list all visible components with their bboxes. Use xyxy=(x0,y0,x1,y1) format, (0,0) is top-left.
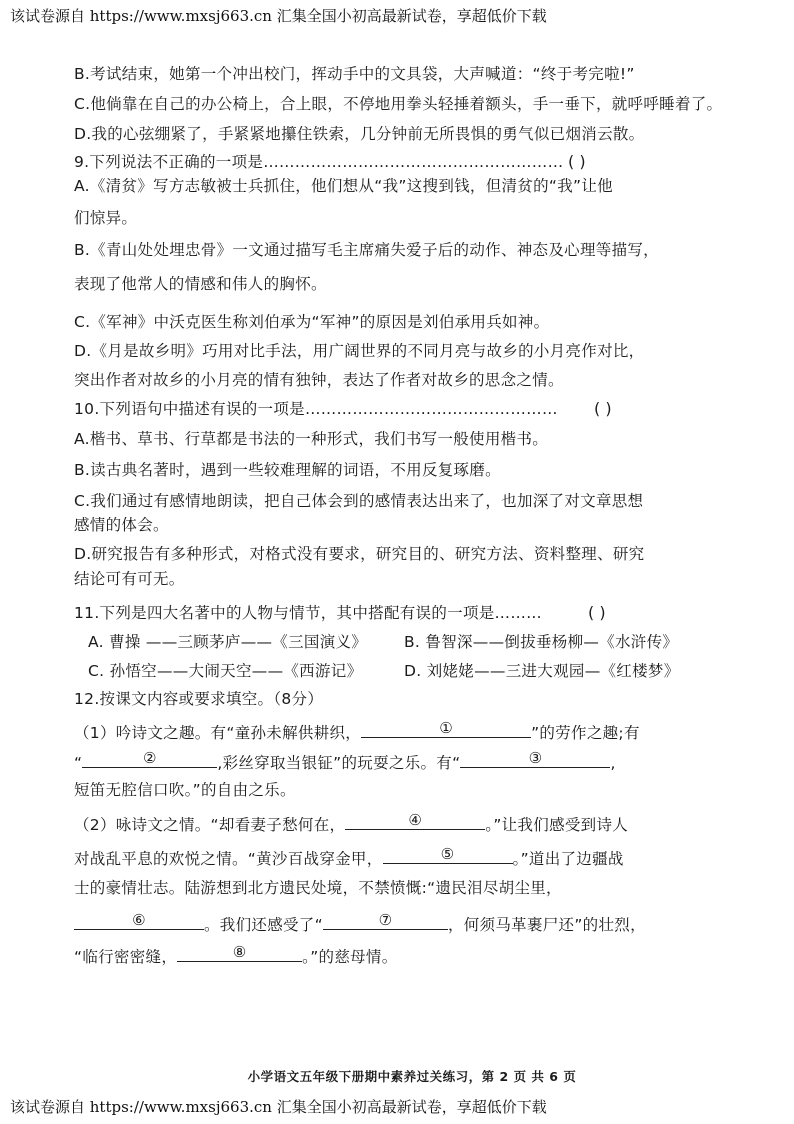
fill-blank-5[interactable] xyxy=(383,845,513,864)
q9-answer-paren: ( ) xyxy=(568,152,586,171)
q12-part2-text-f: 。我们还感受了“ xyxy=(204,916,323,934)
q10-stem: 10.下列语句中描述有误的一项是………………………………………… xyxy=(74,400,558,418)
q11-option-b: B. 鲁智深——倒拔垂杨柳—《水浒传》 xyxy=(404,633,679,651)
watermark-bottom: 该试卷源自 https://www.mxsj663.cn 汇集全国小初高最新试卷，享超低价下载 xyxy=(10,1098,547,1116)
q10-answer-paren: ( ) xyxy=(594,399,612,418)
blank-marker-8: ⑧ xyxy=(232,943,247,961)
q10-option-d-line2: 结论可有可无。 xyxy=(74,570,185,588)
q8-option-d: D.我的心弦绷紧了，手紧紧地攥住铁索，几分钟前无所畏惧的勇气似已烟消云散。 xyxy=(74,125,645,143)
q12-part2-line4 xyxy=(74,911,734,936)
q9-option-c: C.《军神》中沃克医生称刘伯承为“军神”的原因是刘伯承用兵如神。 xyxy=(74,313,550,331)
blank-marker-6: ⑥ xyxy=(132,911,146,929)
q9-option-d-line2: 突出作者对故乡的小月亮的情有独钟，表达了作者对故乡的思念之情。 xyxy=(74,371,564,389)
q9-option-a-line2: 们惊异。 xyxy=(74,209,138,227)
blank-marker-5: ⑤ xyxy=(440,845,455,863)
watermark-top: 该试卷源自 https://www.mxsj663.cn 汇集全国小初高最新试卷，享超低价下载 xyxy=(10,7,547,25)
fill-blank-2[interactable] xyxy=(82,749,217,768)
q12-part2-text-i: 。”的慈母情。 xyxy=(302,948,398,966)
q12-stem: 12.按课文内容或要求填空。（8分） xyxy=(74,690,324,708)
q12-part1-line3: 短笛无腔信口吹。”的自由之乐。 xyxy=(74,781,296,799)
q12-part1-text-d: ,彩丝穿取当银钲”的玩耍之乐。有“ xyxy=(217,754,461,772)
fill-blank-4[interactable] xyxy=(345,811,485,830)
fill-blank-7[interactable] xyxy=(323,911,448,930)
q11-answer-paren: ( ) xyxy=(588,603,606,622)
q12-part1-text-e: , xyxy=(610,754,616,772)
fill-blank-1[interactable] xyxy=(361,719,531,738)
q12-part1-line2 xyxy=(74,749,734,774)
q12-part2-line1 xyxy=(74,811,734,836)
fill-blank-8[interactable] xyxy=(177,943,302,962)
q9-option-d-line1: D.《月是故乡明》巧用对比手法，用广阔世界的不同月亮与故乡的小月亮作对比， xyxy=(74,342,645,360)
q10-option-d-line1: D.研究报告有多种形式，对格式没有要求，研究目的、研究方法、资料整理、研究 xyxy=(74,545,645,563)
q11-option-a: A. 曹操 ——三顾茅庐——《三国演义》 xyxy=(88,633,368,651)
q12-part2-text-c: 对战乱平息的欢悦之情。“黄沙百战穿金甲， xyxy=(74,850,383,868)
blank-marker-4: ④ xyxy=(408,811,423,829)
q12-part2-line2 xyxy=(74,845,734,870)
blank-marker-3: ③ xyxy=(528,749,543,767)
q10-option-b: B.读古典名著时，遇到一些较难理解的词语，不用反复琢磨。 xyxy=(74,461,501,479)
page-footer: 小学语文五年级下册期中素养过关练习，第 2 页 共 6 页 xyxy=(247,1069,577,1084)
q8-option-b: B.考试结束，她第一个冲出校门，挥动手中的文具袋，大声喊道：“终于考完啦!” xyxy=(74,65,635,83)
q12-part1-line1 xyxy=(74,719,734,744)
blank-marker-1: ① xyxy=(439,719,453,737)
q12-part1-text-c: “ xyxy=(74,754,83,772)
q12-part2-line5 xyxy=(74,943,734,968)
blank-marker-7: ⑦ xyxy=(378,911,393,929)
q12-part1-text-a: （1）吟诗文之趣。有“童孙未解供耕织， xyxy=(74,724,362,742)
q12-part2-text-b: 。”让我们感受到诗人 xyxy=(485,816,629,834)
q12-part1-text-b: ”的劳作之趣;有 xyxy=(531,724,640,742)
q9-option-b-line1: B.《青山处处埋忠骨》一文通过描写毛主席痛失爱子后的动作、神态及心理等描写， xyxy=(74,241,659,259)
q9-stem: 9.下列说法不正确的一项是………………………………………………… xyxy=(74,153,564,171)
q9-option-b-line2: 表现了他常人的情感和伟人的胸怀。 xyxy=(74,275,327,293)
q8-option-c: C.他倘靠在自己的办公椅上，合上眼，不停地用拳头轻捶着额头，手一垂下，就呼呼睡着了。 xyxy=(74,95,723,113)
q11-stem: 11.下列是四大名著中的人物与情节，其中搭配有误的一项是……… xyxy=(74,604,542,622)
q10-option-a: A.楷书、草书、行草都是书法的一种形式，我们书写一般使用楷书。 xyxy=(74,430,549,448)
blank-marker-2: ② xyxy=(142,749,157,767)
q10-option-c-line2: 感情的体会。 xyxy=(74,516,169,534)
q11-option-c: C. 孙悟空——大闹天空——《西游记》 xyxy=(88,662,363,680)
q9-option-a-line1: A.《清贫》写方志敏被士兵抓住，他们想从“我”这搜到钱，但清贫的“我”让他 xyxy=(74,177,613,195)
q12-part2-text-h: “临行密密缝， xyxy=(74,948,178,966)
q12-part2-text-a: （2）咏诗文之情。“却看妻子愁何在， xyxy=(74,816,346,834)
q10-option-c-line1: C.我们通过有感情地朗读，把自己体会到的感情表达出来了，也加深了对文章思想 xyxy=(74,492,644,510)
q11-option-d: D. 刘姥姥——三进大观园—《红楼梦》 xyxy=(404,662,680,680)
q12-part2-text-g: ，何须马革裹尸还”的壮烈， xyxy=(447,916,646,934)
q12-part2-line3: 士的豪情壮志。陆游想到北方遗民处境，不禁愤慨:“遗民泪尽胡尘里， xyxy=(74,879,562,897)
q12-part2-text-d: 。”道出了边疆战 xyxy=(512,850,624,868)
fill-blank-6[interactable] xyxy=(74,911,204,930)
fill-blank-3[interactable] xyxy=(460,749,610,768)
